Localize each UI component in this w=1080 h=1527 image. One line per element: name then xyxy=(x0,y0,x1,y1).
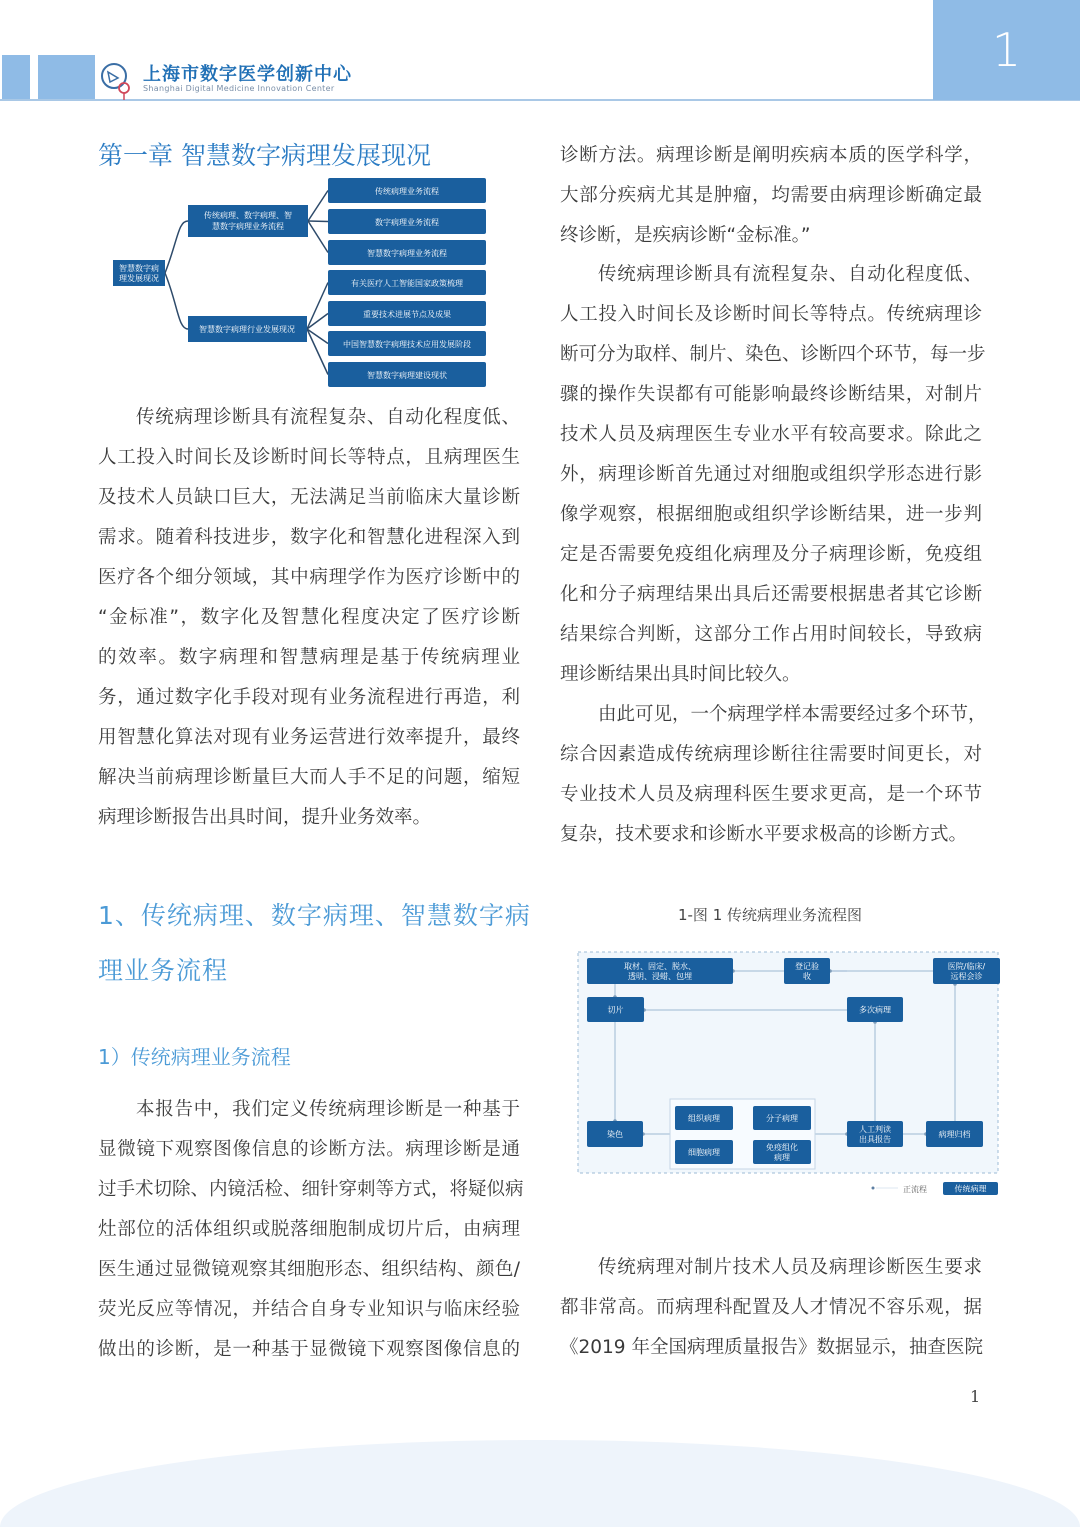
connector xyxy=(165,273,188,329)
paragraph xyxy=(560,136,982,256)
text-line: 复杂，技术要求和诊断水平要求极高的诊断方式。 xyxy=(560,824,968,845)
mindmap-root-label: 理发展现况 xyxy=(119,274,159,283)
node-histopathology-label: 组织病理 xyxy=(688,1113,720,1123)
text-line: 病理诊断报告出具时间，提升业务效率。 xyxy=(98,807,432,828)
text-line: 诊断方法。病理诊断是阐明疾病本质的医学科学， xyxy=(560,145,982,166)
text-line: 像学观察，根据细胞或组织学诊断结果，进一步判 xyxy=(560,504,982,525)
text-line: 断可分为取样、制片、染色、诊断四个环节，每一步 xyxy=(560,344,986,365)
text-line: 传统病理诊断具有流程复杂、自动化程度低、 xyxy=(598,264,982,285)
text-line: 大部分疾病尤其是肿瘤，均需要由病理诊断确定最 xyxy=(560,185,982,206)
org-name-en: Shanghai Digital Medicine Innovation Center xyxy=(143,84,335,93)
chapter-number-tab: 1 xyxy=(933,0,1080,100)
connector xyxy=(308,221,328,253)
text-line: 综合因素造成传统病理诊断往往需要时间更长，对 xyxy=(560,744,982,765)
section-title: 1、传统病理、数字病理、智慧数字病 xyxy=(98,901,531,930)
mindmap-branch-label: 慧数字病理业务流程 xyxy=(212,222,284,231)
node-archive-label: 病理归档 xyxy=(938,1129,971,1139)
node-staining-label: 染色 xyxy=(607,1129,623,1139)
chapter-title: 第一章 智慧数字病理发展现况 xyxy=(98,141,431,170)
mindmap-leaf-label: 重要技术进展节点及成果 xyxy=(363,310,451,319)
section-title-cont: 理业务流程 xyxy=(98,956,229,985)
node-sectioning-label: 切片 xyxy=(607,1005,624,1015)
connector xyxy=(308,191,328,222)
text-line: 由此可见，一个病理学样本需要经过多个环节， xyxy=(598,704,987,725)
paragraph xyxy=(98,1090,524,1370)
text-line: 过手术切除、内镜活检、细针穿刺等方式，将疑似病 xyxy=(98,1179,524,1200)
paragraph xyxy=(560,255,986,695)
legend-type-label: 传统病理 xyxy=(954,1184,987,1194)
node-grossing-label: 透明、浸蜡、包埋 xyxy=(628,971,692,981)
node-grossing-label: 取材、固定、脱水、 xyxy=(624,961,696,971)
text-line: 灶部位的活体组织或脱落细胞制成切片后，由病理 xyxy=(98,1219,520,1240)
node-consultation-label: 多次病理 xyxy=(859,1005,891,1015)
mindmap-leaf-label: 传统病理业务流程 xyxy=(375,187,439,196)
text-line: 需求。随着科技进步，数字化和智慧化进程深入到 xyxy=(98,527,520,548)
legend-dot xyxy=(872,1187,875,1190)
chapter-mindmap xyxy=(0,0,540,400)
mindmap-branch-label: 传统病理、数字病理、智 xyxy=(204,211,292,220)
text-line: 显微镜下观察图像信息的诊断方法。病理诊断是通 xyxy=(98,1139,520,1160)
connector xyxy=(165,221,188,273)
text-line: 骤的操作失误都有可能影响最终诊断结果，对制片 xyxy=(560,384,982,405)
text-line: 终诊断，是疾病诊断“金标准。” xyxy=(560,225,811,246)
text-line: 做出的诊断，是一种基于显微镜下观察图像信息的 xyxy=(98,1339,520,1360)
connector xyxy=(308,221,328,222)
mindmap-branch-label: 智慧数字病理行业发展现况 xyxy=(199,325,295,334)
text-line: 人工投入时间长及诊断时间长等特点，且病理医生 xyxy=(98,447,520,468)
text-line: 及技术人员缺口巨大，无法满足当前临床大量诊断 xyxy=(98,487,520,508)
text-line: 专业技术人员及病理科医生要求更高，是一个环节 xyxy=(560,784,982,805)
text-line: 医生通过显微镜观察其细胞形态、组织结构、颜色/ xyxy=(98,1259,520,1280)
mindmap-leaf-label: 有关医疗人工智能国家政策梳理 xyxy=(351,279,463,288)
node-molecular-pathology-label: 分子病理 xyxy=(766,1113,798,1123)
paragraph xyxy=(560,695,987,855)
text-line: 外，病理诊断首先通过对细胞或组织学形态进行影 xyxy=(560,464,982,485)
text-line: 荧光反应等情况，并结合自身专业知识与临床经验 xyxy=(98,1299,520,1320)
legend-flow-label: 正流程 xyxy=(903,1185,927,1194)
org-name-cn: 上海市数字医学创新中心 xyxy=(143,64,352,85)
text-line: 医疗各个细分领域，其中病理学作为医疗诊断中的 xyxy=(98,567,520,588)
paragraph xyxy=(98,398,520,838)
node-ihc-pathology-label: 免疫组化 xyxy=(766,1142,798,1152)
text-line: 理诊断结果出具时间比较久。 xyxy=(560,664,801,685)
text-line: 化和分子病理结果出具后还需要根据患者其它诊断 xyxy=(560,584,982,605)
text-line: 解决当前病理诊断量巨大而人手不足的问题，缩短 xyxy=(98,767,520,788)
node-hospital-label: 远程会诊 xyxy=(950,971,983,981)
node-hospital-label: 医院/临床/ xyxy=(947,961,986,971)
text-line: 本报告中，我们定义传统病理诊断是一种基于 xyxy=(136,1099,520,1120)
mindmap-leaf-label: 智慧数字病理业务流程 xyxy=(367,249,447,258)
mindmap-leaf-label: 数字病理业务流程 xyxy=(375,218,439,227)
mindmap-root-label: 智慧数字病 xyxy=(119,264,159,273)
mindmap-leaf-label: 智慧数字病理建设现状 xyxy=(367,371,447,380)
text-line: 定是否需要免疫组化病理及分子病理诊断，免疫组 xyxy=(560,544,982,565)
text-line: 传统病理对制片技术人员及病理诊断医生要求 xyxy=(598,1257,982,1278)
paragraph xyxy=(560,1248,982,1368)
node-report-label: 人工判读 xyxy=(859,1124,891,1134)
text-line: 传统病理诊断具有流程复杂、自动化程度低、 xyxy=(136,407,520,428)
page-number: 1 xyxy=(970,1387,981,1406)
node-registration-label: 登记验 xyxy=(795,961,819,971)
pathology-flowchart xyxy=(570,945,1010,1205)
text-line: 用智慧化算法对现有业务运营进行效率提升，最终 xyxy=(98,727,520,748)
node-registration-label: 收 xyxy=(803,971,811,981)
footer-wave-decoration xyxy=(0,1440,1080,1527)
subsection-title: 1）传统病理业务流程 xyxy=(98,1045,291,1069)
mindmap-leaf-label: 中国智慧数字病理技术应用发展阶段 xyxy=(343,340,471,349)
text-line: 技术人员及病理医生专业水平有较高要求。除此之 xyxy=(560,424,982,445)
text-line: 人工投入时间长及诊断时间长等特点。传统病理诊 xyxy=(560,304,982,325)
mindmap-branch xyxy=(188,205,308,237)
figure-caption: 1-图 1 传统病理业务流程图 xyxy=(677,906,863,924)
text-line: 都非常高。而病理科配置及人才情况不容乐观，据 xyxy=(560,1297,982,1318)
node-cytopathology-label: 细胞病理 xyxy=(688,1147,720,1157)
text-line: 的效率。数字病理和智慧病理是基于传统病理业 xyxy=(98,647,520,668)
text-line: 务，通过数字化手段对现有业务流程进行再造，利 xyxy=(98,687,520,708)
node-ihc-pathology-label: 病理 xyxy=(774,1152,790,1162)
text-line: 结果综合判断，这部分工作占用时间较长，导致病 xyxy=(560,624,982,645)
text-line: 《2019 年全国病理质量报告》数据显示，抽查医院 xyxy=(560,1337,983,1358)
node-report-label: 出具报告 xyxy=(859,1134,891,1144)
text-line: “金标准”，数字化及智慧化程度决定了医疗诊断 xyxy=(98,607,520,628)
